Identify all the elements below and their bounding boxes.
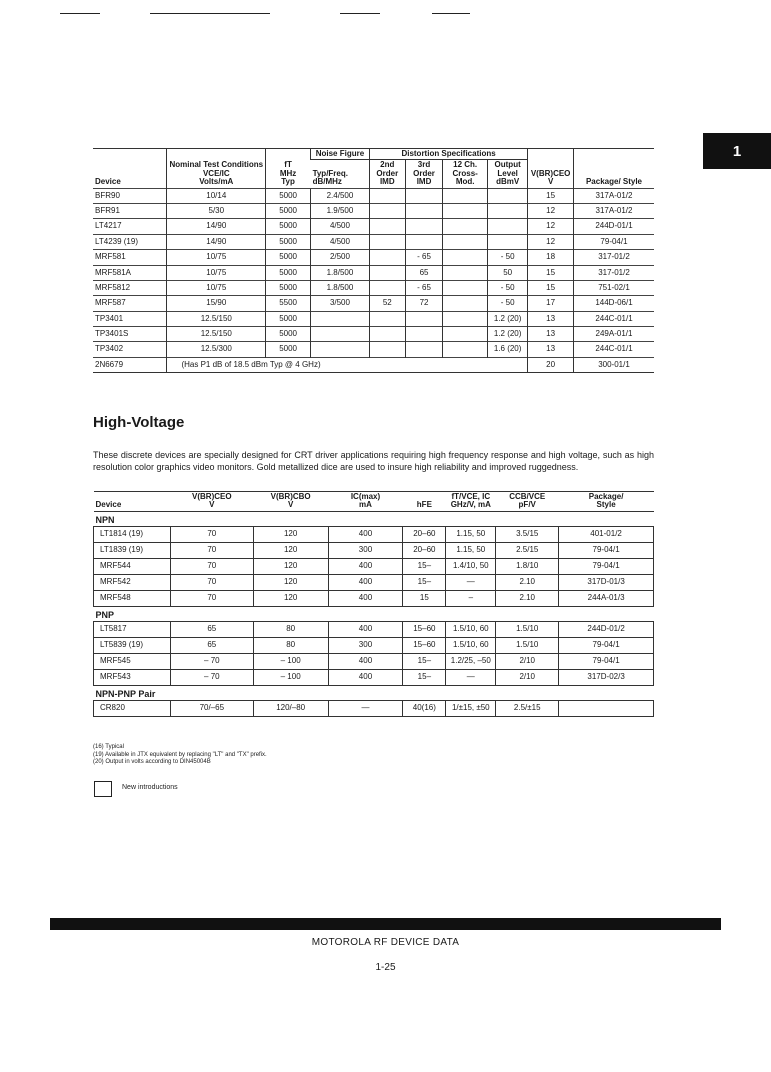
table-cell: 70: [170, 590, 253, 606]
header-rule: [340, 13, 380, 14]
table-cell: [369, 250, 405, 265]
table-cell: MRF581A: [93, 265, 167, 280]
table-row: [93, 357, 654, 372]
table-cell: 1.5/10, 60: [446, 637, 496, 653]
table-cell: TP3401: [93, 311, 167, 326]
table-row: [93, 265, 654, 280]
table-cell: 249A-01/1: [573, 327, 654, 342]
table-cell: 12.5/150: [167, 327, 266, 342]
col-nominal-label: Nominal Test Conditions: [169, 160, 264, 170]
table-cell: —: [446, 669, 496, 685]
table-cell: 1.4/10, 50: [446, 558, 496, 574]
table-cell: 70: [170, 558, 253, 574]
table-cell: [443, 280, 488, 295]
table-cell: 1.6 (20): [488, 342, 528, 357]
table-cell: 1.8/500: [311, 280, 370, 295]
col-vbr: [528, 149, 574, 189]
table-cell: LT1839 (19): [94, 542, 171, 558]
table-row: [93, 311, 654, 326]
section-tab-marker: 1: [703, 133, 771, 169]
table-cell: 79-04/1: [573, 234, 654, 249]
col-ft-label: fT: [284, 160, 292, 170]
table-cell: 400: [328, 669, 403, 685]
table-cell: 317D-01/3: [559, 574, 654, 590]
table-cell: [369, 203, 405, 218]
table-cell: [311, 311, 370, 326]
col-ccb-label: CCB/VCE: [509, 492, 546, 501]
table-cell: [443, 203, 488, 218]
section-row: [94, 606, 654, 621]
col-ft: [266, 149, 311, 189]
group-noise-figure: Noise Figure: [311, 149, 370, 160]
table-cell: – 70: [170, 669, 253, 685]
table-cell: 2.5/15: [496, 542, 559, 558]
table-cell: 317A-01/2: [573, 188, 654, 203]
table-cell: – 100: [253, 653, 328, 669]
table-cell: [405, 219, 443, 234]
section-label: PNP: [95, 610, 115, 621]
table-cell: 5000: [266, 342, 311, 357]
table-cell: 2.10: [496, 574, 559, 590]
table-cell: [559, 700, 654, 716]
table-row: [93, 342, 654, 357]
table-cell: 79-04/1: [559, 558, 654, 574]
table-cell: 5000: [266, 311, 311, 326]
table-cell: [405, 327, 443, 342]
table-row: [94, 590, 654, 606]
col-ic-unit: mA: [359, 500, 372, 510]
header-rule: [432, 13, 470, 14]
table-row: [93, 280, 654, 295]
table-cell: LT5817: [94, 621, 171, 637]
table-cell: MRF5812: [93, 280, 167, 295]
table-cell: 120: [253, 574, 328, 590]
table-cell: 80: [253, 637, 328, 653]
table-cell: 10/14: [167, 188, 266, 203]
table-row: [94, 669, 654, 685]
footer-bar: [50, 918, 721, 930]
table-cell: 20–60: [403, 526, 446, 542]
table-cell: 10/75: [167, 280, 266, 295]
table-row: [94, 621, 654, 637]
table-cell: 5000: [266, 234, 311, 249]
table-row: [93, 188, 654, 203]
col-device: Device: [93, 149, 167, 189]
table-cell: 1.5/10: [496, 637, 559, 653]
footnote: (20) Output in volts according to DIN45004B: [93, 759, 211, 765]
rf-transistor-table: [93, 148, 654, 373]
col-vbr-unit: V: [547, 177, 554, 187]
col-ic: [328, 492, 403, 512]
table-cell: [443, 342, 488, 357]
table-cell: 13: [528, 342, 574, 357]
col-package-label: Package/: [588, 492, 624, 501]
table-cell: 244D-01/1: [573, 219, 654, 234]
table-cell: LT4217: [93, 219, 167, 234]
table-cell: 400: [328, 621, 403, 637]
table-cell: 65: [405, 265, 443, 280]
footnote: (16) Typical: [93, 744, 124, 750]
table-cell: 15–: [403, 558, 446, 574]
col-nominal-sub: VCE/IC: [202, 168, 230, 178]
col-package-unit: Style: [596, 500, 616, 510]
table-row: [94, 653, 654, 669]
table-cell: 5000: [266, 327, 311, 342]
table-cell: 1.2 (20): [488, 311, 528, 326]
table-cell: [443, 327, 488, 342]
table-cell: 5000: [266, 219, 311, 234]
table-cell: 12: [528, 234, 574, 249]
table-cell: 1.2/25, –50: [446, 653, 496, 669]
table-cell: CR820: [94, 700, 171, 716]
table-cell: LT5839 (19): [94, 637, 171, 653]
table-cell: 12.5/300: [167, 342, 266, 357]
table-cell: 317A-01/2: [573, 203, 654, 218]
table-cell: 5000: [266, 280, 311, 295]
table-cell: [443, 219, 488, 234]
table-cell: 2/500: [311, 250, 370, 265]
table-cell: [369, 327, 405, 342]
table-cell: [369, 188, 405, 203]
table-cell: 18: [528, 250, 574, 265]
table-cell: 15: [528, 265, 574, 280]
table-row: [94, 526, 654, 542]
table-cell: 4/500: [311, 219, 370, 234]
page-number: 1-25: [375, 962, 396, 973]
table-row: [94, 574, 654, 590]
table-cell: - 50: [488, 280, 528, 295]
table-row: [93, 296, 654, 311]
footnote: (19) Available in JTX equivalent by replacing "LT" and "TX" prefix.: [93, 751, 267, 758]
table-cell: 52: [369, 296, 405, 311]
table-cell: [405, 342, 443, 357]
col-output: Output Level dBmV: [488, 160, 528, 188]
high-voltage-table: [93, 491, 654, 717]
table-cell: [488, 203, 528, 218]
col-imd3: 3rd Order IMD: [405, 160, 443, 188]
table-cell: MRF545: [94, 653, 171, 669]
table-cell: [488, 188, 528, 203]
col-vceo: [170, 492, 253, 512]
table-cell: MRF581: [93, 250, 167, 265]
table-cell: 15: [403, 590, 446, 606]
col-nominal: [167, 149, 266, 189]
table-cell: 5000: [266, 250, 311, 265]
table-cell: 15: [528, 280, 574, 295]
table-cell: 15–60: [403, 621, 446, 637]
table-cell: 14/90: [167, 219, 266, 234]
footnotes: [93, 744, 267, 767]
table-cell: –: [446, 590, 496, 606]
table-cell: - 50: [488, 296, 528, 311]
table-cell: 317-01/2: [573, 250, 654, 265]
table-cell: 120: [253, 590, 328, 606]
header-rule: [60, 13, 100, 14]
table-cell: 2N6679: [93, 357, 167, 372]
table-row: [94, 542, 654, 558]
table-cell: [443, 265, 488, 280]
table-cell: 12: [528, 219, 574, 234]
table-cell: [488, 234, 528, 249]
table-cell: [369, 265, 405, 280]
table-cell: [369, 311, 405, 326]
table-cell: [369, 280, 405, 295]
col-ft: [446, 492, 496, 512]
table-cell: 2.5/±15: [496, 700, 559, 716]
col-ft-unit: GHz/V, mA: [450, 500, 491, 510]
table-cell: 10/75: [167, 265, 266, 280]
col-ft-unit: MHz: [279, 168, 297, 178]
table-cell: 17: [528, 296, 574, 311]
table-cell: —: [446, 574, 496, 590]
col-crossmod: 12 Ch. Cross-Mod.: [443, 160, 488, 188]
col-ccb-unit: pF/V: [518, 500, 536, 510]
table-cell: 317D-02/3: [559, 669, 654, 685]
col-vceo-label: V(BR)CEO: [192, 492, 232, 501]
table-cell: MRF587: [93, 296, 167, 311]
col-noise-label: Typ/Freq.: [312, 168, 348, 178]
col-noise-unit: dB/MHz: [312, 177, 342, 187]
table-cell: MRF542: [94, 574, 171, 590]
section-label: NPN: [95, 515, 115, 526]
table-cell: 3/500: [311, 296, 370, 311]
table-cell: - 65: [405, 280, 443, 295]
table-row: [93, 250, 654, 265]
table-cell: 2/10: [496, 653, 559, 669]
section-label: NPN-PNP Pair: [95, 689, 156, 700]
table-cell: 1.15, 50: [446, 542, 496, 558]
table-cell: 120: [253, 542, 328, 558]
table-row: [94, 558, 654, 574]
table-cell: MRF548: [94, 590, 171, 606]
table-cell: 70: [170, 542, 253, 558]
section-heading: High-Voltage: [93, 414, 185, 431]
table-cell: 2.10: [496, 590, 559, 606]
table-cell: 20: [528, 357, 574, 372]
group-distortion: Distortion Specifications: [369, 149, 527, 160]
table-cell: 401-01/2: [559, 526, 654, 542]
table-cell: 15–60: [403, 637, 446, 653]
col-vcbo-label: V(BR)CBO: [270, 492, 311, 501]
table-cell: [488, 219, 528, 234]
table-cell: [405, 234, 443, 249]
col-nominal-unit: Volts/mA: [199, 177, 234, 187]
table-cell: [443, 296, 488, 311]
table-cell: 400: [328, 653, 403, 669]
col-noise: [311, 160, 370, 188]
table-cell: [443, 234, 488, 249]
table-cell: 12.5/150: [167, 311, 266, 326]
table-cell: 1.5/10, 60: [446, 621, 496, 637]
table-cell: 300: [328, 542, 403, 558]
table-cell: 144D-06/1: [573, 296, 654, 311]
table-cell: 5/30: [167, 203, 266, 218]
table-cell: 120: [253, 558, 328, 574]
table-cell: BFR90: [93, 188, 167, 203]
new-intro-legend-label: New introductions: [122, 784, 178, 791]
table-cell: 79-04/1: [559, 542, 654, 558]
table-cell: [311, 327, 370, 342]
col-vceo-unit: V: [209, 500, 215, 510]
table-cell: 400: [328, 574, 403, 590]
table-cell: 70: [170, 574, 253, 590]
table-row: [93, 327, 654, 342]
table-cell: 79-04/1: [559, 653, 654, 669]
table-cell: [405, 188, 443, 203]
col-hfe: hFE: [403, 492, 446, 512]
table-cell: 70: [170, 526, 253, 542]
col-ft-label: fT/VCE, IC: [451, 492, 491, 501]
table-row: [94, 637, 654, 653]
table-cell: 300-01/1: [573, 357, 654, 372]
table-cell: 5000: [266, 203, 311, 218]
table-cell: 12: [528, 203, 574, 218]
table-cell: 4/500: [311, 234, 370, 249]
header-rule: [150, 13, 270, 14]
table-cell: [311, 342, 370, 357]
table-cell: 80: [253, 621, 328, 637]
table-cell: 15/90: [167, 296, 266, 311]
table-cell: 244D-01/2: [559, 621, 654, 637]
table-cell: 1/±15, ±50: [446, 700, 496, 716]
table-cell: 13: [528, 311, 574, 326]
table-cell: 300: [328, 637, 403, 653]
table-cell: 400: [328, 526, 403, 542]
table-cell: 50: [488, 265, 528, 280]
table-cell: TP3401S: [93, 327, 167, 342]
table-cell: [443, 311, 488, 326]
table-cell: 70/–65: [170, 700, 253, 716]
table-cell: [369, 342, 405, 357]
table-cell: 1.2 (20): [488, 327, 528, 342]
footer-title: MOTOROLA RF DEVICE DATA: [311, 937, 460, 948]
table-cell: 10/75: [167, 250, 266, 265]
table-cell: 40(16): [403, 700, 446, 716]
table-cell: 3.5/15: [496, 526, 559, 542]
table-row: [93, 203, 654, 218]
table-cell: 1.5/10: [496, 621, 559, 637]
table-cell: MRF543: [94, 669, 171, 685]
table-cell: 5500: [266, 296, 311, 311]
table-cell: LT4239 (19): [93, 234, 167, 249]
table-cell: 400: [328, 590, 403, 606]
table-cell: [369, 234, 405, 249]
table-cell: [405, 203, 443, 218]
table-cell: MRF544: [94, 558, 171, 574]
table-cell: – 100: [253, 669, 328, 685]
col-device: Device: [94, 492, 171, 512]
section-description: These discrete devices are specially designed for CRT driver applications requiring high frequency response and high voltage, such as high resolution color graphics video monitors. Gold metallized dice are used to insure high reliability and improved ruggedness.: [93, 450, 654, 472]
table-cell: BFR91: [93, 203, 167, 218]
section-row: [94, 511, 654, 526]
table-cell: - 65: [405, 250, 443, 265]
table-cell: 120: [253, 526, 328, 542]
new-intro-legend-box: [94, 781, 112, 797]
table-cell: 14/90: [167, 234, 266, 249]
table-cell: 1.8/500: [311, 265, 370, 280]
table-cell: 400: [328, 558, 403, 574]
table-cell: TP3402: [93, 342, 167, 357]
table-cell: LT1814 (19): [94, 526, 171, 542]
table-cell: 15–: [403, 653, 446, 669]
table-cell: 244C-01/1: [573, 342, 654, 357]
table-cell: 1.15, 50: [446, 526, 496, 542]
table-row: [93, 234, 654, 249]
table-cell: 2/10: [496, 669, 559, 685]
table-cell: 120/–80: [253, 700, 328, 716]
table-cell: 15–: [403, 669, 446, 685]
table-cell: 244C-01/1: [573, 311, 654, 326]
table-cell: 244A-01/3: [559, 590, 654, 606]
table-cell: 1.8/10: [496, 558, 559, 574]
table-cell: 20–60: [403, 542, 446, 558]
section-row: [94, 685, 654, 700]
table-cell: —: [328, 700, 403, 716]
table-cell: 5000: [266, 265, 311, 280]
col-vcbo: [253, 492, 328, 512]
table-cell: – 70: [170, 653, 253, 669]
table-cell: 2.4/500: [311, 188, 370, 203]
table-cell: (Has P1 dB of 18.5 dBm Typ @ 4 GHz): [167, 357, 528, 372]
table-cell: 1.9/500: [311, 203, 370, 218]
table-row: [94, 700, 654, 716]
table-cell: 317-01/2: [573, 265, 654, 280]
table-cell: 65: [170, 637, 253, 653]
col-ccb: [496, 492, 559, 512]
table-cell: 72: [405, 296, 443, 311]
col-vbr-label: V(BR)CEO: [530, 168, 571, 178]
table-cell: 15: [528, 188, 574, 203]
table-cell: 5000: [266, 188, 311, 203]
table-cell: 13: [528, 327, 574, 342]
col-package: [559, 492, 654, 512]
table-cell: 79-04/1: [559, 637, 654, 653]
table-cell: - 50: [488, 250, 528, 265]
table-cell: 15–: [403, 574, 446, 590]
table-cell: [443, 188, 488, 203]
col-package: Package/ Style: [573, 149, 654, 189]
col-imd2: 2nd Order IMD: [369, 160, 405, 188]
table-cell: [405, 311, 443, 326]
table-row: [93, 219, 654, 234]
table-cell: 65: [170, 621, 253, 637]
col-ic-label: IC(max): [350, 492, 381, 501]
col-vcbo-unit: V: [287, 500, 294, 510]
col-ft-typ: Typ: [281, 177, 295, 187]
table-cell: [443, 250, 488, 265]
table-cell: [369, 219, 405, 234]
table-cell: 751-02/1: [573, 280, 654, 295]
